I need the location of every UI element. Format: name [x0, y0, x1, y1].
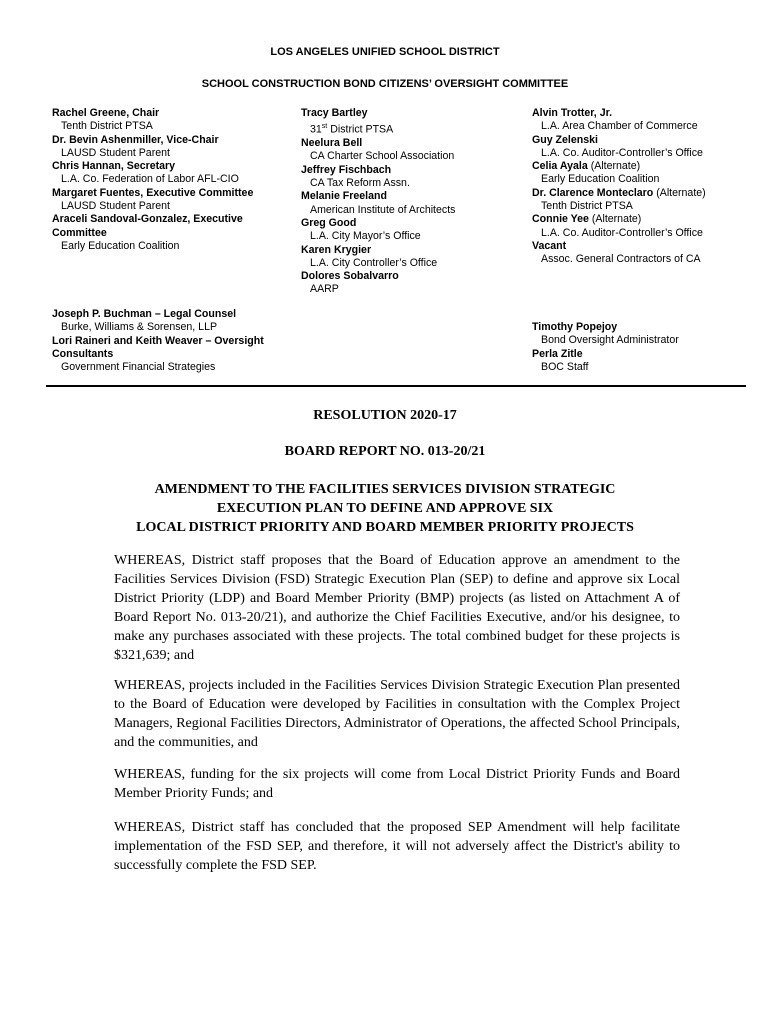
member-name: Alvin Trotter, Jr.: [532, 107, 613, 119]
member-org: L.A. City Mayor’s Office: [310, 230, 421, 243]
staff-name: Joseph P. Buchman – Legal Counsel: [52, 308, 237, 320]
member-org: Tenth District PTSA: [541, 200, 633, 213]
staff-left: [52, 308, 292, 374]
staff-org: Government Financial Strategies: [61, 361, 216, 374]
member-org: CA Charter School Association: [310, 150, 455, 163]
resolution-title: [90, 480, 680, 537]
board-report-number: BOARD REPORT NO. 013-20/21: [284, 444, 486, 459]
member-name: Celia Ayala (Alternate): [532, 160, 641, 173]
whereas-paragraph: WHEREAS, District staff proposes that the Board of Education approve an amendment to the Facilities Services Division (FSD) Strategic Execution Plan (SEP) to define and approve six Local District Priority (LDP) and Board Member Priority (BMP) projects (as listed on Attachment A of Board Report No. 013-20/21), and authorize the Chief Facilities Executive, and/or his designee, to make any purchases associated with these projects. The total combined budget for these projects is $321,639; and: [114, 553, 680, 664]
member-name: Neelura Bell: [301, 137, 363, 150]
member-org: Early Education Coalition: [61, 239, 180, 252]
member-org: CA Tax Reform Assn.: [310, 177, 410, 190]
committee-name: SCHOOL CONSTRUCTION BOND CITIZENS’ OVERSIGHT COMMITTEE: [201, 78, 569, 90]
member-org: LAUSD Student Parent: [61, 146, 170, 159]
header-divider: [46, 385, 746, 387]
member-column-1: [52, 107, 282, 253]
member-org: American Institute of Architects: [310, 203, 456, 216]
member-org: LAUSD Student Parent: [61, 200, 170, 213]
member-name: Guy Zelenski: [532, 133, 598, 146]
staff-name: Lori Raineri and Keith Weaver – Oversight Consultants: [52, 334, 264, 360]
member-org: L.A. Co. Auditor-Controller’s Office: [541, 226, 703, 239]
member-name: Dr. Bevin Ashenmiller, Vice-Chair: [52, 133, 219, 146]
staff-org: Bond Oversight Administrator: [541, 334, 679, 347]
member-name: Dolores Sobalvarro: [301, 270, 399, 283]
member-name: Araceli Sandoval-Gonzalez, Executive Committee: [52, 213, 243, 239]
member-org: L.A. City Controller’s Office: [310, 256, 438, 269]
member-name: Melanie Freeland: [301, 190, 387, 203]
staff-name: Perla Zitle: [532, 347, 583, 360]
member-name: Margaret Fuentes, Executive Committee: [52, 186, 254, 199]
member-name: Rachel Greene, Chair: [52, 107, 160, 119]
member-name: Connie Yee (Alternate): [532, 213, 642, 226]
staff-name: Timothy Popejoy: [532, 321, 618, 333]
whereas-paragraph: WHEREAS, District staff has concluded that the proposed SEP Amendment will help facilitate implementation of the FSD SEP, and therefore, it will not adversely affect the District's ability to successfully complete the FSD SEP.: [114, 820, 680, 874]
member-org: L.A. Co. Auditor-Controller’s Office: [541, 146, 703, 159]
member-column-3: [532, 107, 762, 267]
member-org: Tenth District PTSA: [61, 120, 153, 133]
staff-org: Burke, Williams & Sorensen, LLP: [61, 321, 218, 334]
member-org: L.A. Area Chamber of Commerce: [541, 120, 698, 133]
member-org: Assoc. General Contractors of CA: [541, 253, 701, 266]
member-name: Greg Good: [301, 216, 357, 229]
staff-org: BOC Staff: [541, 360, 589, 373]
whereas-paragraph: WHEREAS, projects included in the Facilities Services Division Strategic Execution Plan presented to the Board of Education were developed by Facilities in consultation with the Complex Project Managers, Regional Facilities Directors, Administrator of Operations, the affected School Principals, and the communities, and: [114, 678, 680, 751]
resolution-title-line: EXECUTION PLAN TO DEFINE AND APPROVE SIX: [216, 501, 554, 516]
member-org: 31st District PTSA: [310, 123, 394, 136]
member-name: Karen Krygier: [301, 243, 372, 256]
member-name: Chris Hannan, Secretary: [52, 160, 176, 173]
member-name: Jeffrey Fischbach: [301, 163, 392, 176]
district-name: LOS ANGELES UNIFIED SCHOOL DISTRICT: [270, 46, 500, 58]
staff-right: [532, 321, 752, 374]
member-org: AARP: [310, 283, 339, 296]
member-name: Vacant: [532, 239, 567, 252]
resolution-number: RESOLUTION 2020-17: [313, 408, 457, 423]
whereas-paragraph: WHEREAS, funding for the six projects will come from Local District Priority Funds and Board Member Priority Funds; and: [114, 767, 680, 802]
member-column-2: [301, 107, 521, 297]
member-org: L.A. Co. Federation of Labor AFL-CIO: [61, 173, 239, 186]
member-name: Dr. Clarence Monteclaro (Alternate): [532, 186, 706, 199]
member-org: Early Education Coalition: [541, 173, 660, 186]
resolution-title-line: LOCAL DISTRICT PRIORITY AND BOARD MEMBER PRIORITY PROJECTS: [136, 520, 634, 535]
resolution-title-line: AMENDMENT TO THE FACILITIES SERVICES DIVISION STRATEGIC: [154, 482, 616, 497]
member-name: Tracy Bartley: [301, 107, 368, 119]
